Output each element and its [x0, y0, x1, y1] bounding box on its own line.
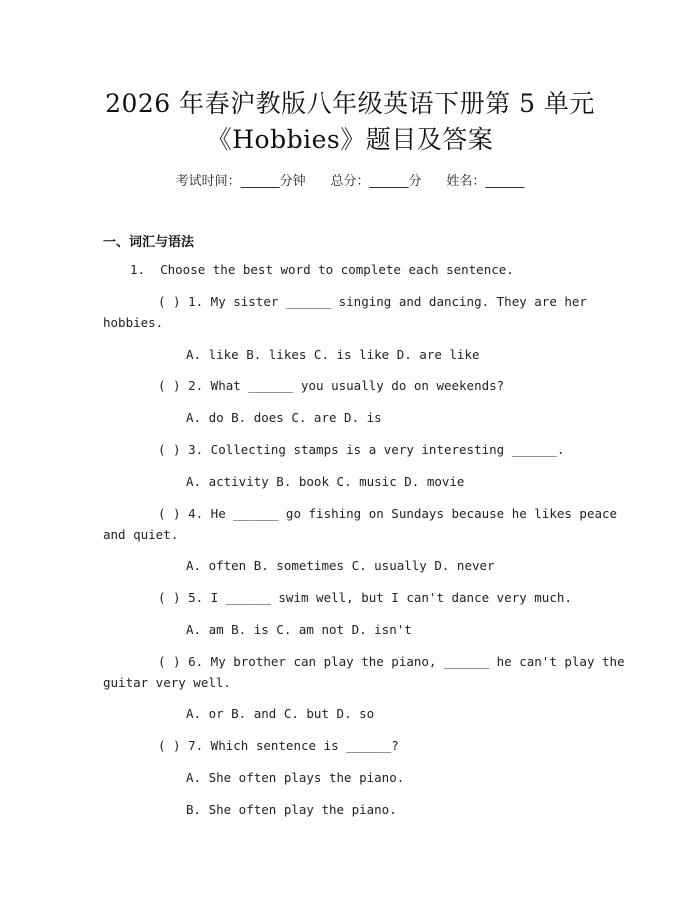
- page-title-line2: 《Hobbies》题目及答案: [206, 125, 494, 154]
- exam-time-blank: ______: [240, 174, 280, 189]
- question-6-stem: ( ) 6. My brother can play the piano, ______ he can't play the: [158, 654, 625, 669]
- question-3-stem: ( ) 3. Collecting stamps is a very interesting ______.: [158, 442, 565, 457]
- page-title-line1: 2026 年春沪教版八年级英语下册第 5 单元: [105, 89, 595, 118]
- question-5-options: A. am B. is C. am not D. isn't: [186, 622, 412, 637]
- question-1-stem-cont: hobbies.: [103, 315, 164, 330]
- question-4-stem: ( ) 4. He ______ go fishing on Sundays because he likes peace: [158, 506, 618, 521]
- question-6-options: A. or B. and C. but D. so: [186, 706, 375, 721]
- name-label: 姓名：: [446, 174, 486, 189]
- question-5-stem: ( ) 5. I ______ swim well, but I can't dance very much.: [158, 590, 572, 605]
- question-7-option-b: B. She often play the piano.: [186, 802, 397, 817]
- name-blank: ______: [485, 174, 525, 189]
- instruction: 1. Choose the best word to complete each sentence.: [130, 262, 514, 277]
- question-1-options: A. like B. likes C. is like D. are like: [186, 347, 480, 362]
- exam-time-unit: 分钟: [279, 174, 306, 189]
- score-unit: 分: [408, 174, 422, 189]
- question-4-options: A. often B. sometimes C. usually D. never: [186, 558, 495, 573]
- section-heading: 一、词汇与语法: [103, 235, 195, 250]
- score-blank: ______: [369, 174, 409, 189]
- question-3-options: A. activity B. book C. music D. movie: [186, 474, 465, 489]
- question-6-stem-cont: guitar very well.: [103, 675, 231, 690]
- question-1-stem: ( ) 1. My sister ______ singing and dancing. They are her: [158, 294, 587, 309]
- question-4-stem-cont: and quiet.: [103, 527, 179, 542]
- score-label: 总分：: [330, 174, 370, 189]
- question-2-options: A. do B. does C. are D. is: [186, 410, 382, 425]
- question-7-option-a: A. She often plays the piano.: [186, 770, 405, 785]
- question-2-stem: ( ) 2. What ______ you usually do on weekends?: [158, 378, 505, 393]
- exam-time-label: 考试时间：: [175, 174, 241, 189]
- question-7-stem: ( ) 7. Which sentence is ______?: [158, 738, 399, 753]
- exam-meta: [0, 170, 700, 189]
